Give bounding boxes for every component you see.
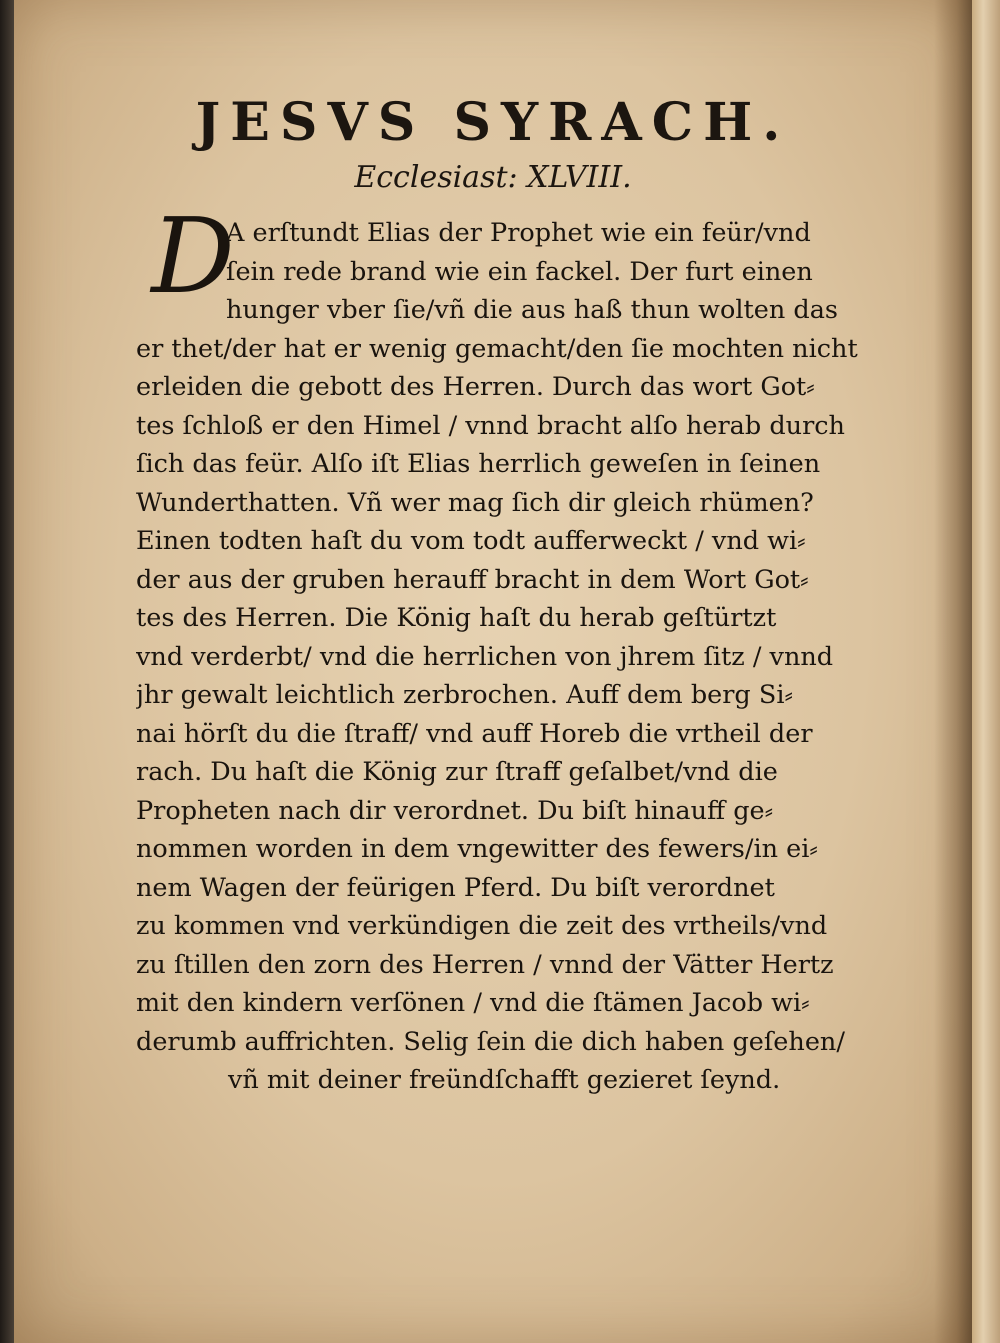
text-line: ſich das feür. Alſo iſt Elias herrlich geweſen in ſeinen (136, 449, 821, 479)
text-line: erleiden die gebott des Herren. Durch das wort Got⸗ (136, 372, 815, 402)
text-line: mit den kindern verſönen / vnd die ſtämen Jacob wi⸗ (136, 988, 810, 1018)
text-line: vnd verderbt/ vnd die herrlichen von jhrem ſitz / vnnd (136, 641, 834, 672)
text-line: nommen worden in dem vngewitter des fewers/in ei⸗ (136, 834, 818, 864)
text-line: Wunderthatten. Vñ wer mag ſich dir gleich rhümen? (136, 487, 814, 518)
text-line: er thet/der hat er wenig gemacht/den ſie mochten nicht (136, 333, 858, 364)
text-line: A erſtundt Elias der Prophet wie ein feür/vnd (226, 218, 811, 248)
chapter-reference: Ecclesiast: XLVIII. (354, 160, 632, 195)
text-line: nem Wagen der feürigen Pferd. Du biſt verordnet (136, 872, 775, 903)
text-line: zu kommen vnd verkündigen die zeit des vrtheils/vnd (136, 911, 828, 941)
book-spine (0, 0, 14, 1343)
text-line: Einen todten haſt du vom todt aufferweckt / vnd wi⸗ (136, 526, 806, 556)
text-line: derumb auffrichten. Selig ſein die dich haben geſehen/ (136, 1026, 845, 1057)
body-text (136, 214, 936, 1100)
text-line: ſein rede brand wie ein fackel. Der furt einen (226, 256, 813, 287)
text-line: Propheten nach dir verordnet. Du biſt hinauff ge⸗ (136, 795, 774, 826)
text-line: rach. Du haſt die König zur ſtraff geſalbet/vnd die (136, 757, 778, 787)
text-line: jhr gewalt leichtlich zerbrochen. Auff dem berg Si⸗ (136, 680, 793, 710)
text-line: hunger vber ſie/vñ die aus haß thun wolten das (226, 295, 838, 325)
text-line: der aus der gruben herauff bracht in dem Wort Got⸗ (136, 564, 809, 595)
text-line: nai hörſt du die ſtraff/ vnd auff Horeb die vrtheil der (136, 718, 813, 749)
text-line: vñ mit deiner freündſchafft gezieret ſeynd. (228, 1065, 781, 1095)
text-line: tes ſchloß er den Himel / vnnd bracht alſo herab durch (136, 410, 845, 441)
next-page-edge (972, 0, 1000, 1343)
text-line: tes des Herren. Die König haſt du herab geſtürtzt (136, 603, 777, 633)
running-head: JESVS SYRACH. (195, 92, 791, 153)
drop-cap-initial: D (151, 195, 235, 317)
text-line: zu ſtillen den zorn des Herren / vnnd der Vätter Hertz (136, 949, 834, 980)
